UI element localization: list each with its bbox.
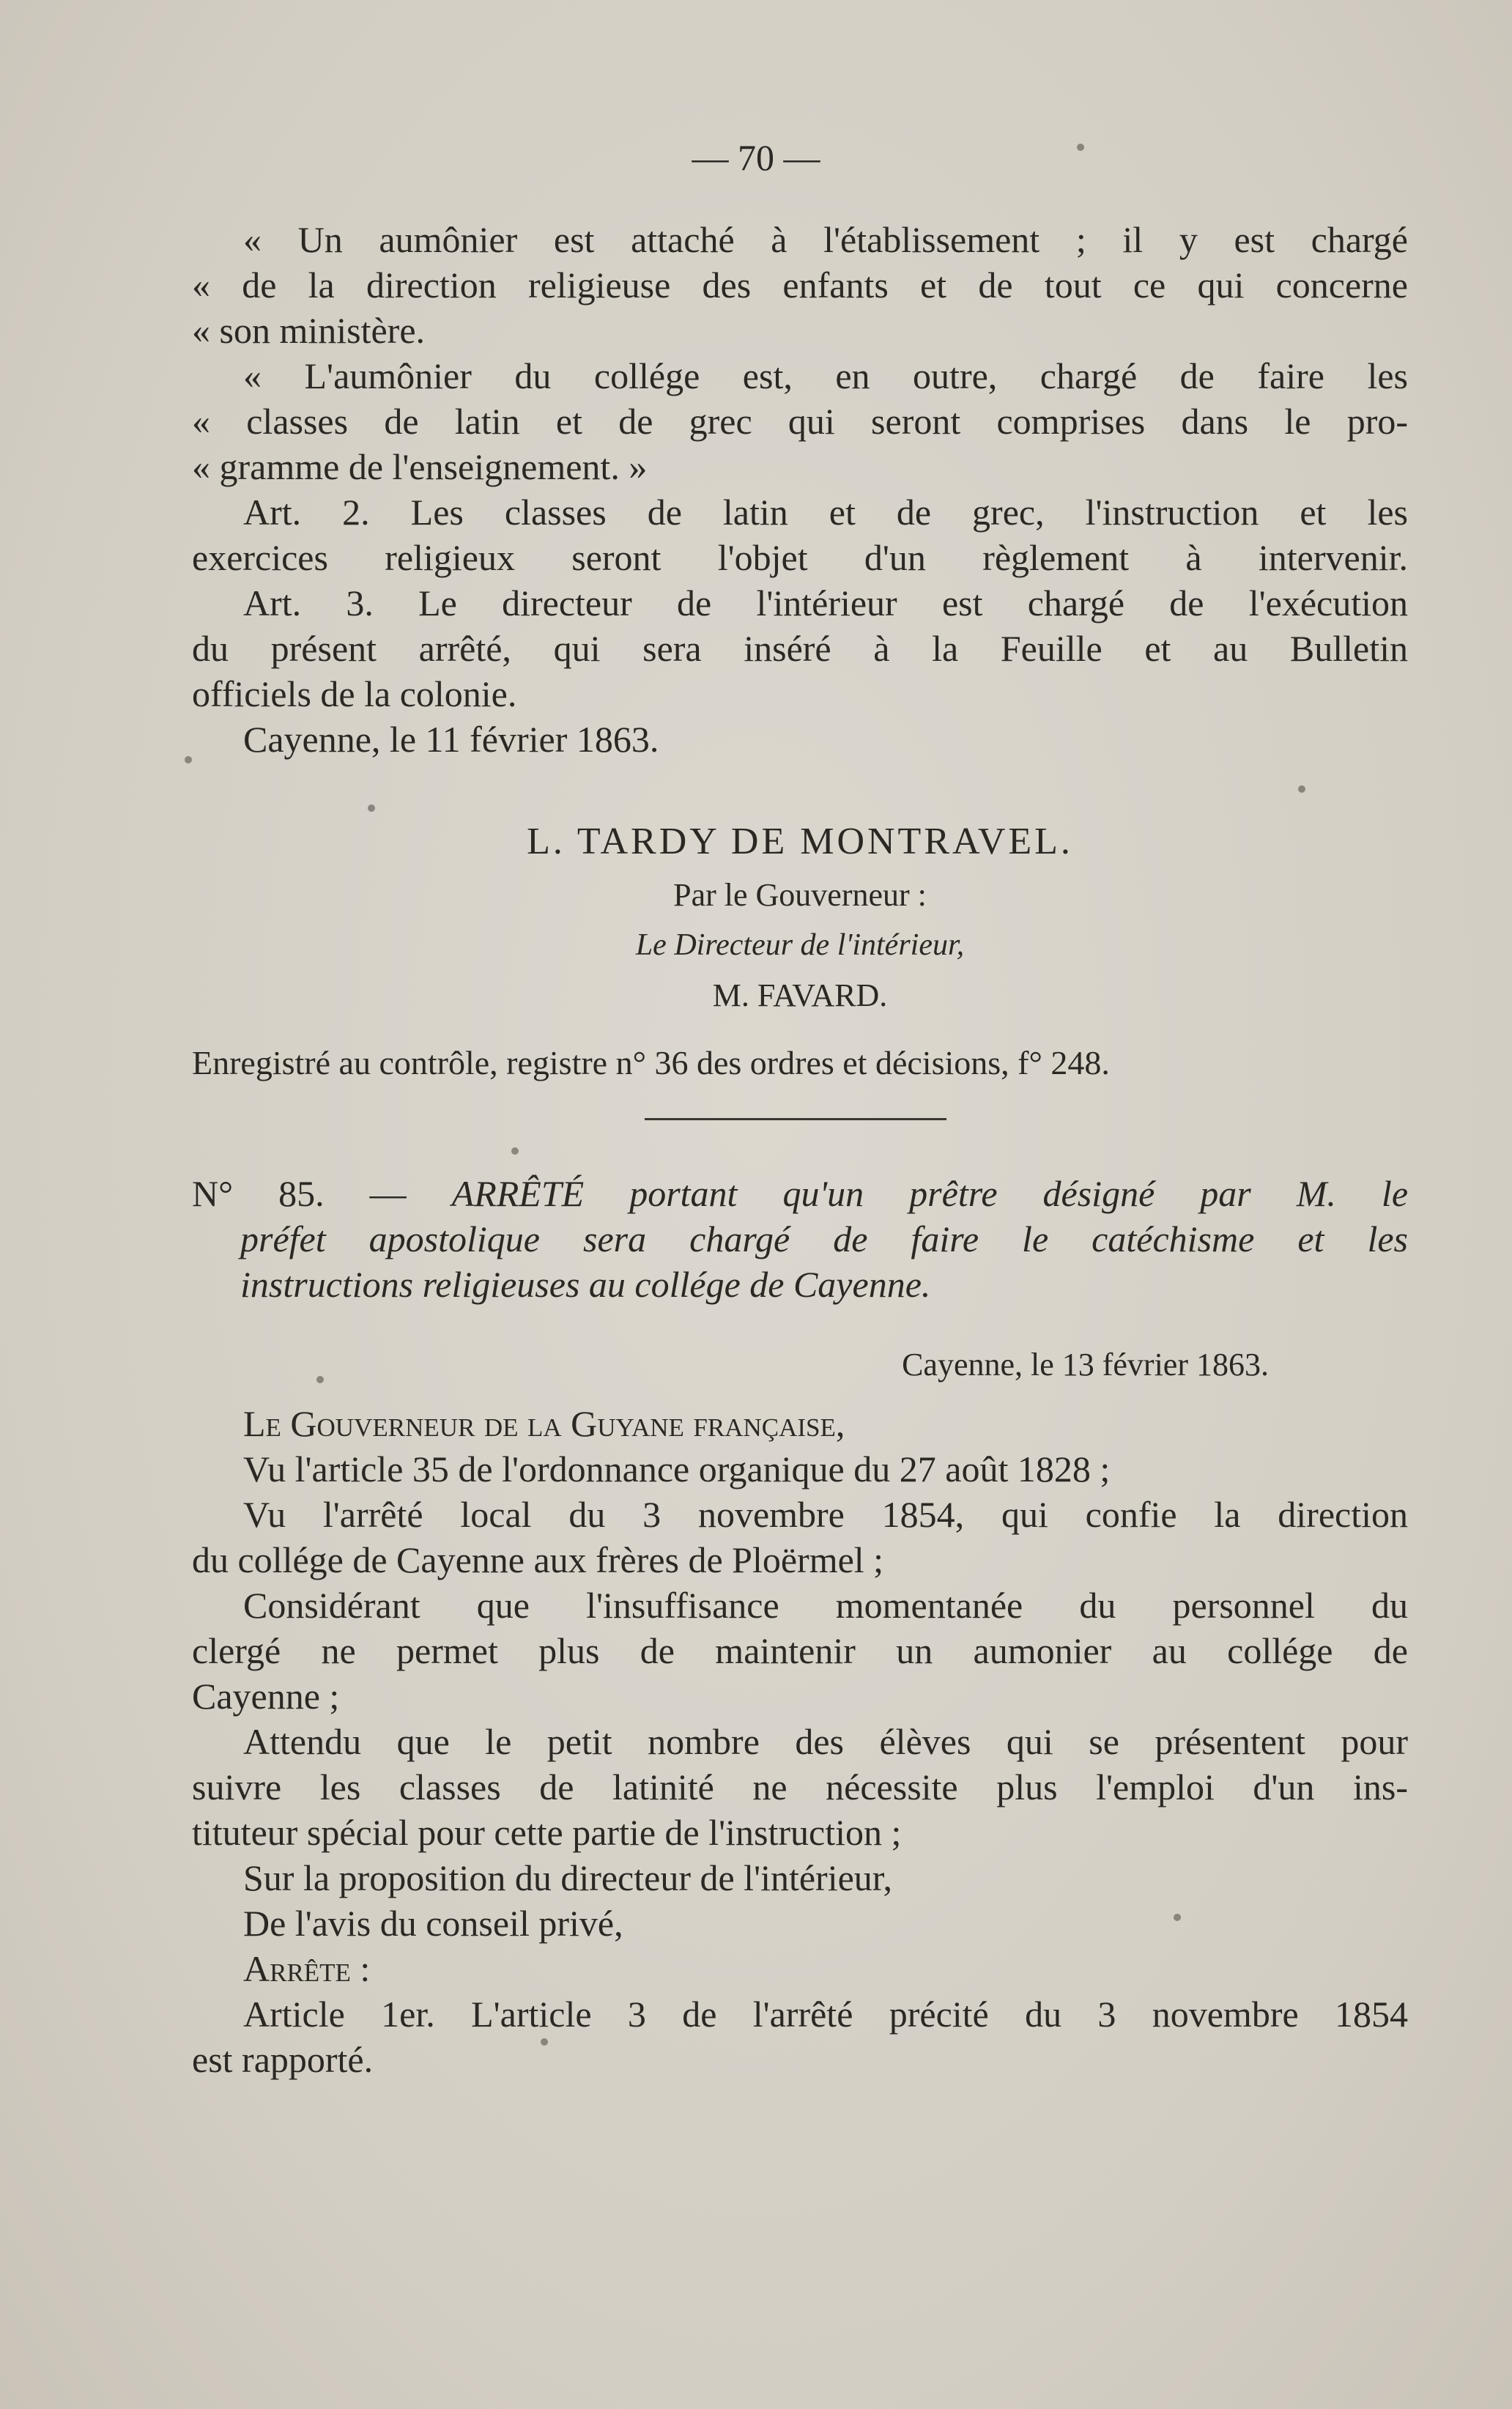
text-line: « son ministère. <box>192 310 426 351</box>
signature-by: Par le Gouverneur : <box>673 877 927 913</box>
text-line: « L'aumônier du collége est, en outre, chargé de faire les <box>243 355 1408 396</box>
text-line: De l'avis du conseil privé, <box>243 1903 623 1944</box>
decree-date: Cayenne, le 13 février 1863. <box>902 1347 1269 1383</box>
decree-title-line <box>192 1171 1408 1216</box>
text-line: clergé ne permet plus de maintenir un aumonier au collége de <box>192 1630 1408 1671</box>
ink-speck <box>1298 785 1305 793</box>
date-line: Cayenne, le 11 février 1863. <box>243 719 659 760</box>
text-line: Sur la proposition du directeur de l'intérieur, <box>243 1857 892 1898</box>
text-line: Vu l'article 35 de l'ordonnance organique du 27 août 1828 ; <box>243 1448 1111 1490</box>
text-line: est rapporté. <box>192 2039 374 2080</box>
text-line: « de la direction religieuse des enfants et de tout ce qui concerne <box>192 264 1408 306</box>
separator-rule <box>645 1118 946 1120</box>
ink-speck <box>185 756 192 763</box>
signature-role: Le Directeur de l'intérieur, <box>635 928 965 962</box>
ink-speck <box>541 2038 548 2046</box>
ink-speck <box>511 1147 519 1155</box>
text-line: du collége de Cayenne aux frères de Ploërmel ; <box>192 1539 884 1580</box>
official-name: M. FAVARD. <box>712 977 888 1013</box>
text-line: officiels de la colonie. <box>192 673 517 714</box>
registration-line <box>192 1040 1408 1086</box>
decree-heading <box>192 1171 1408 1307</box>
signature-block <box>192 813 1408 1021</box>
text-line: Article 1er. L'article 3 de l'arrêté précité du 3 novembre 1854 <box>243 1994 1408 2035</box>
text-line: Attendu que le petit nombre des élèves qui se présentent pour <box>243 1721 1408 1762</box>
text-line: exercices religieux seront l'objet d'un règlement à intervenir. <box>192 537 1408 578</box>
ink-speck <box>1077 144 1084 151</box>
ink-speck <box>316 1376 324 1383</box>
decree-date-block <box>192 1342 1408 1388</box>
decree-number: N° 85. — <box>192 1173 407 1214</box>
governor-line: Le Gouverneur de la Guyane française, <box>243 1403 845 1444</box>
text-line: Vu l'arrêté local du 3 novembre 1854, qui confie la direction <box>243 1494 1408 1535</box>
page-number: — 70 — <box>692 137 820 178</box>
text-line: Cayenne ; <box>192 1676 340 1717</box>
decree-arrete: Arrête : <box>243 1948 371 1989</box>
registration-text: Enregistré au contrôle, registre n° 36 des ordres et décisions, f° 248. <box>192 1044 1110 1081</box>
text-line: « classes de latin et de grec qui seront comprises dans le pro- <box>192 401 1408 442</box>
decree-title-1: ARRÊTÉ portant qu'un prêtre désigné par M. le <box>451 1173 1409 1214</box>
text-line: du présent arrêté, qui sera inséré à la Feuille et au Bulletin <box>192 628 1408 669</box>
text-line: « gramme de l'enseignement. » <box>192 446 648 487</box>
ink-speck <box>1174 1914 1181 1921</box>
text-line: Art. 3. Le directeur de l'intérieur est chargé de l'exécution <box>243 582 1408 623</box>
article-block-1 <box>192 217 1408 762</box>
decree-title-3: instructions religieuses au collége de Cayenne. <box>240 1264 931 1305</box>
text-line: tituteur spécial pour cette partie de l'instruction ; <box>192 1812 902 1853</box>
governor-signature: L. TARDY DE MONTRAVEL. <box>527 821 1073 862</box>
text-line: Considérant que l'insuffisance momentanée du personnel du <box>243 1585 1408 1626</box>
decree-title-2: préfet apostolique sera chargé de faire le catéchisme et les <box>240 1218 1408 1259</box>
ink-speck <box>368 804 375 812</box>
text-line: « Un aumônier est attaché à l'établissement ; il y est chargé <box>243 219 1408 260</box>
text-line: Art. 2. Les classes de latin et de grec, l'instruction et les <box>243 492 1408 533</box>
article-block-2 <box>192 1401 1408 2082</box>
text-line: suivre les classes de latinité ne nécessite plus l'emploi d'un ins- <box>192 1766 1408 1807</box>
